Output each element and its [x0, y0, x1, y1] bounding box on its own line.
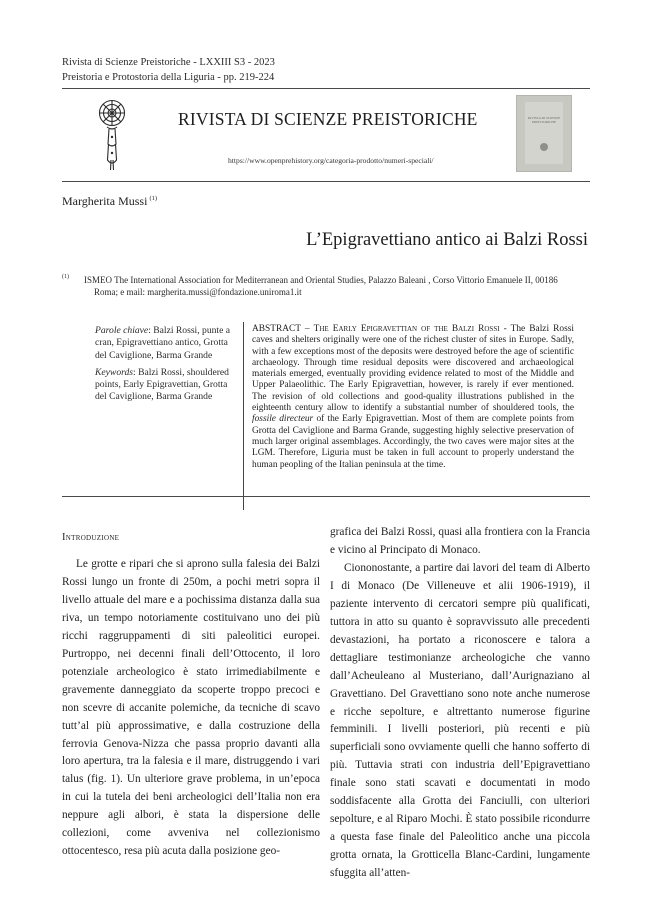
cover-title: RIVISTA DI SCIENZE PREISTORICHE	[527, 116, 561, 124]
affiliation-line-1: ISMEO The International Association for Mediterranean and Oriental Studies, Palazzo Baleani , Corso Vittorio Emanuele II, 00186	[84, 275, 558, 285]
abstract-italic: fossile directeur	[252, 414, 314, 425]
abstract-text	[252, 324, 574, 471]
abstract-rule	[62, 496, 590, 497]
abstract-part2: of the Early Epigravettian. Most of them are complete points from Grotta del Caviglione and Barma Grande, suggesting highly selective preservation of much larger original assemblages. Accordingly, the two caves were major sites at the LGM. Therefore, Liguria must be taken in full account to properly understand the human peopling of the Italian peninsula at the time.	[252, 414, 574, 470]
body-right-column	[330, 524, 590, 883]
running-header	[62, 56, 275, 85]
keywords-block	[95, 325, 237, 404]
affiliation-line-2: Roma; e mail: margherita.mussi@fondazione.uniroma1.it	[94, 286, 302, 297]
cover-emblem-icon	[540, 143, 548, 151]
section-heading: Introduzione	[62, 532, 120, 543]
article-title: L’Epigravettiano antico ai Balzi Rossi	[306, 230, 588, 250]
header-rule-top	[62, 88, 590, 89]
author-name	[62, 194, 157, 209]
abstract-divider	[243, 322, 244, 510]
affiliation	[62, 275, 602, 298]
keywords-en-text: : Balzi Rossi, shouldered points, Early Epigravettian, Grotta del Caviglione, Barma Grande	[95, 366, 229, 403]
body-paragraph-1: Le grotte e ripari che si aprono sulla falesia dei Balzi Rossi lungo un fronte di 250m, a pochi metri sopra il livello attuale del mare e a pochissima distanza dalla sua riva, un tempo notoriamente costituivano uno dei più ricchi raggruppamenti di siti paleolitici europei. Purtroppo, nei decenni finali dell’Ottocento, il loro potenziale archeologico è stato irrimediabilmente e gravemente danneggiato da scoperte troppo precoci e non scevre di accanite polemiche, da tecniche di scavo tutt’al più approssimative, e dalla costruzione della ferrovia Genova-Nizza che passa proprio davanti alla loro apertura, tra la falesia e il mare, distruggendo i vari talus (fig. 1). Un ulteriore grave problema, in un’epoca in cui la tutela dei beni archeologici dell’Italia non era neppure agli albori, è stata la dispersione delle collezioni, come avveniva nel collezionismo ottocentesco, resa più acuta dalla posizione geo-	[62, 558, 320, 858]
keywords-it	[95, 325, 237, 362]
affiliation-note: (1)	[62, 274, 69, 280]
keywords-it-text: : Balzi Rossi, punte a cran, Epigravettiano antico, Grotta del Caviglione, Barma Grande	[95, 325, 230, 361]
body-left-column	[62, 556, 320, 861]
journal-cover-thumbnail	[516, 95, 572, 172]
abstract-lead: ABSTRACT –	[252, 324, 314, 334]
abstract-part1: - The Balzi Rossi caves and shelters originally were one of the richest cluster of sites in Europe. Sadly, with a few exceptions most of the deposits were destroyed before the age of scientific archaeology. Through time residual deposits were discovered and archaeological materials emerged, eventually providing evidence related to most of the Middle and Upper Palaeolithic. The Early Epigravettian, however, is rarely if ever mentioned. The revision of old collections and good-quality illustrations published in the eighteenth century allow to identify a substantial number of shouldered tools, the	[252, 324, 574, 414]
author-text: Margherita Mussi	[62, 194, 148, 208]
journal-title: RIVISTA DI SCIENZE PREISTORICHE	[178, 109, 478, 129]
volume-pages-line: Preistoria e Protostoria della Liguria - pp. 219-224	[62, 71, 275, 83]
cover-panel	[525, 102, 563, 164]
keywords-en	[95, 367, 237, 404]
abstract-title: The Early Epigravettian of the Balzi Rossi	[313, 324, 500, 334]
header-rule-bottom	[62, 181, 590, 182]
author-note: (1)	[149, 195, 158, 202]
keywords-it-label: Parole chiave	[95, 325, 149, 336]
journal-issue-line: Rivista di Scienze Preistoriche - LXXIII S3 - 2023	[62, 57, 275, 68]
keywords-en-label: Keywords	[95, 366, 134, 378]
body-paragraph-2: grafica dei Balzi Rossi, quasi alla frontiera con la Francia e vicino al Principato di Monaco.	[330, 526, 590, 556]
body-paragraph-3: Ciononostante, a partire dai lavori del team di Alberto I di Monaco (De Villeneuve et alii 1906-1919), il paziente intervento di cercatori sempre più qualificati, tuttora in atto su quanto è sopravvissuto alle precedenti devastazioni, ha portato a riconoscere e talora a dettagliare testimonianze archeologiche che vanno dall’Acheuleano al Musteriano, dall’Aurignaziano al Gravettiano. Del Gravettiano sono note anche numerose e ricche sepolture, e altrettanto numerose figurine femminili. I livelli posteriori, più recenti e più superficiali sono ovviamente quelli che hanno sofferto di più. Tuttavia strati con industria dell’Epigravettiano finale sono stati scavati e documentati in modo soddisfacente alla Grotta dei Fanciulli, con ulteriori sepolture, e al Riparo Mochi. È stato possibile ricondurre a questa fase finale del Paleolitico anche una piccola grotta ornata, la Grotticella Blanc-Cardini, lungamente sfuggita all’atten-	[330, 561, 590, 880]
journal-logo	[90, 96, 134, 174]
journal-url-link[interactable]: https://www.openprehistory.org/categoria-prodotto/numeri-speciali/	[228, 156, 434, 165]
